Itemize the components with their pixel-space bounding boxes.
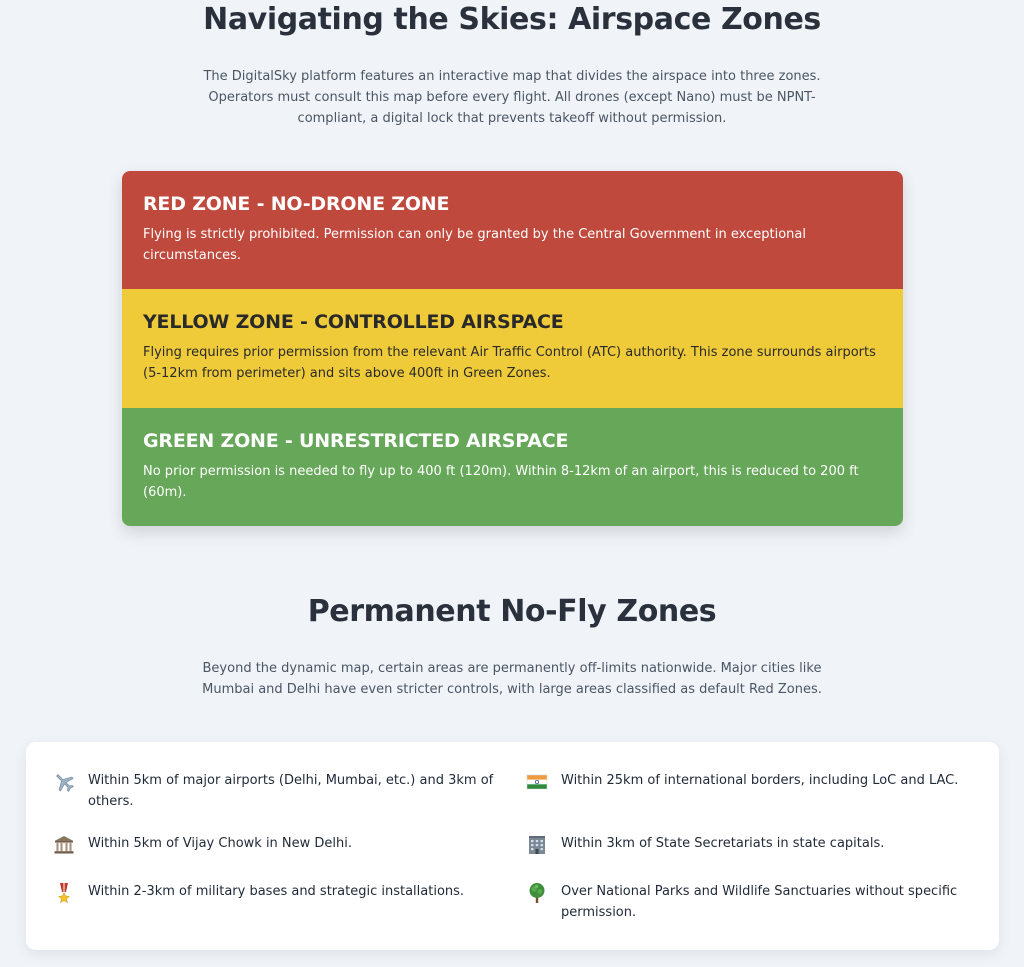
green-zone-description: No prior permission is needed to fly up to 400 ft (120m). Within 8-12km of an airport, this is reduced to 200 ft (60m). [143, 464, 859, 500]
red-zone-panel [122, 171, 903, 289]
list-item [525, 881, 975, 923]
list-item [525, 770, 975, 794]
no-fly-zones-title: Permanent No-Fly Zones [307, 594, 717, 629]
list-item [52, 770, 498, 812]
airspace-zones-title: Navigating the Skies: Airspace Zones [203, 2, 821, 37]
list-item-text: Within 5km of Vijay Chowk in New Delhi. [88, 836, 353, 851]
no-fly-list-card [26, 742, 999, 950]
airplane-icon [52, 770, 76, 794]
airspace-intro: The DigitalSky platform features an interactive map that divides the airspace into three zones. Operators must consult this map before every flight. All drones (except Nano) must be NPNT-compliant, a digital lock that prevents takeoff without permission. [203, 69, 821, 126]
list-item [52, 881, 498, 905]
zones-card [122, 171, 903, 526]
green-zone-panel [122, 408, 903, 526]
red-zone-description: Flying is strictly prohibited. Permission can only be granted by the Central Government in exceptional circumstances. [143, 227, 806, 263]
india-flag-icon [525, 770, 549, 794]
list-item-text: Within 5km of major airports (Delhi, Mumbai, etc.) and 3km of others. [88, 773, 494, 809]
office-building-icon [525, 833, 549, 857]
list-item [525, 833, 975, 857]
list-item-text: Over National Parks and Wildlife Sanctuaries without specific permission. [561, 884, 958, 920]
list-item-text: Within 25km of international borders, including LoC and LAC. [561, 773, 959, 788]
yellow-zone-panel [122, 289, 903, 408]
green-zone-title: GREEN ZONE - UNRESTRICTED AIRSPACE [143, 430, 569, 452]
list-item [52, 833, 498, 857]
military-medal-icon [52, 881, 76, 905]
government-building-icon [52, 833, 76, 857]
list-item-text: Within 2-3km of military bases and strategic installations. [88, 884, 465, 899]
list-item-text: Within 3km of State Secretariats in state capitals. [561, 836, 885, 851]
red-zone-title: RED ZONE - NO-DRONE ZONE [143, 193, 450, 215]
no-fly-intro: Beyond the dynamic map, certain areas are permanently off-limits nationwide. Major cities like Mumbai and Delhi have even stricter controls, with large areas classified as default Red Zones. [202, 661, 822, 697]
yellow-zone-description: Flying requires prior permission from the relevant Air Traffic Control (ATC) authority. This zone surrounds airports (5-12km from perimeter) and sits above 400ft in Green Zones. [143, 345, 876, 381]
tree-icon [525, 881, 549, 905]
yellow-zone-title: YELLOW ZONE - CONTROLLED AIRSPACE [143, 311, 564, 333]
